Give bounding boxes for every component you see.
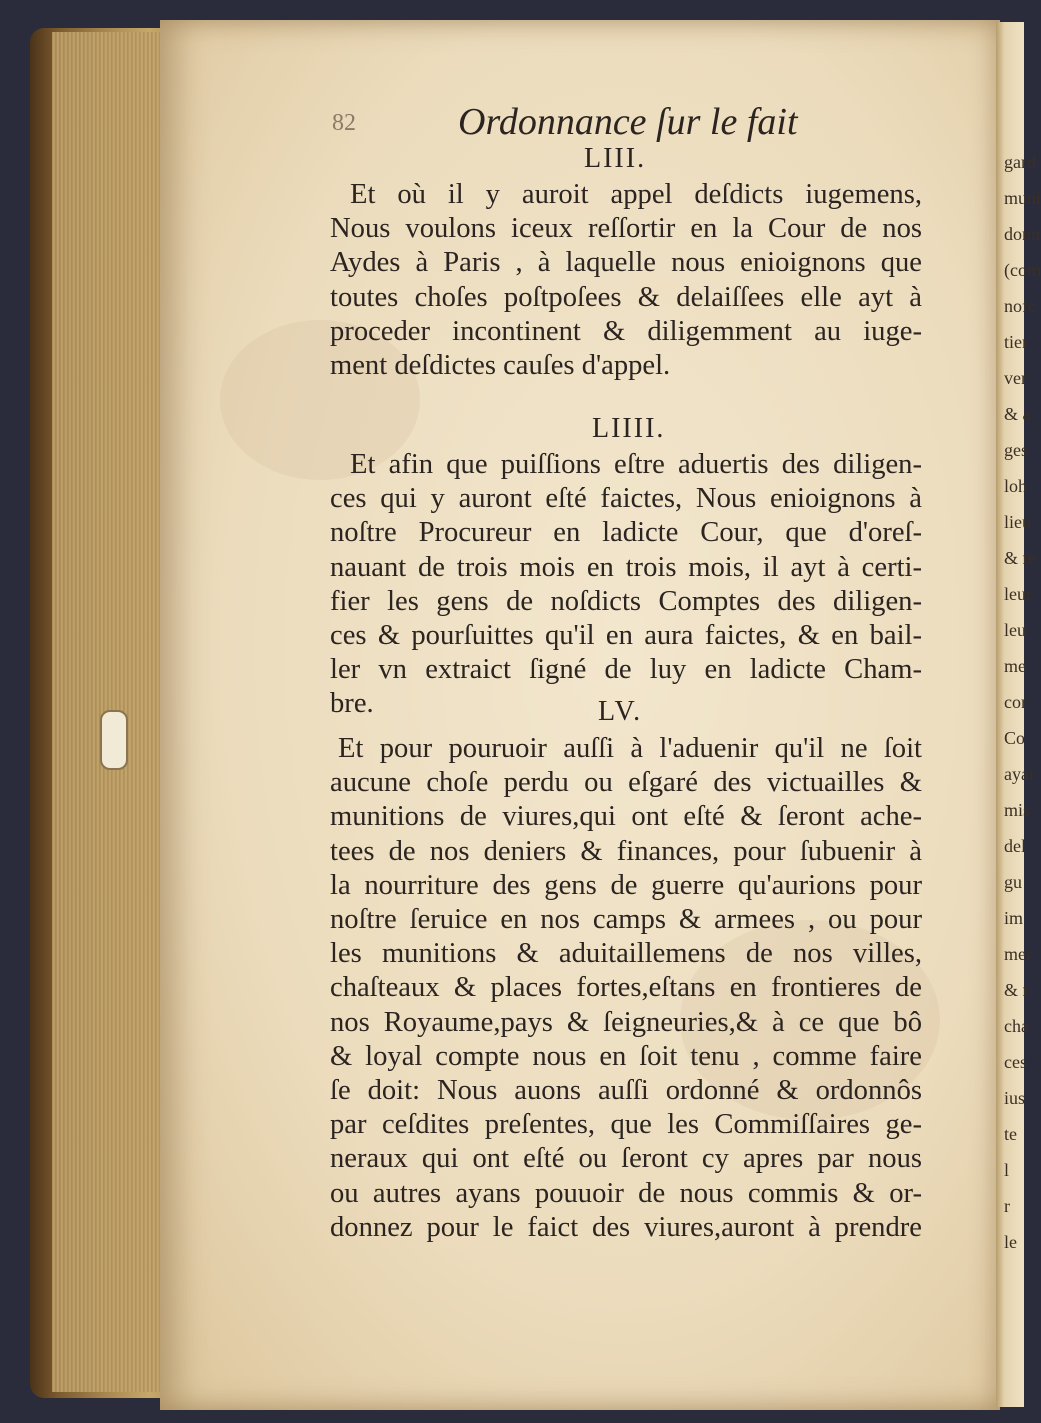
text-line: chaſteaux & places fortes,eſtans en frontieres de: [330, 972, 922, 1004]
facing-page-fragment: nofc: [1004, 296, 1036, 316]
section-heading: LV.: [598, 696, 643, 727]
facing-page-fragment: tier: [1004, 332, 1028, 352]
facing-page-fragment: del: [1004, 836, 1026, 856]
facing-page-fragment: cor: [1004, 692, 1027, 712]
text-line: ces & pourſuittes qu'il en aura faictes, & en bail-: [330, 620, 922, 651]
running-head: [332, 100, 832, 154]
facing-page-fragment: te: [1004, 1124, 1017, 1144]
running-title: Ordonnance ſur le fait: [458, 101, 798, 143]
text-line: proceder incontinent & diligemment au iuge-: [330, 315, 922, 347]
text-line: les munitions & aduitaillemens de nos villes,: [330, 938, 922, 970]
text-line: noſtre Procureur en ladicte Cour, que d'oreſ-: [330, 517, 922, 549]
facing-page-fragment: gard: [1004, 152, 1036, 172]
text-line: donnez pour le faict des viures,auront à prendre: [330, 1211, 922, 1243]
facing-page-fragment: mer: [1004, 944, 1032, 964]
text-line: ſe doit: Nous auons auſſi ordonné & ordonnôs: [330, 1075, 922, 1106]
facing-page-fragment: ius: [1004, 1088, 1026, 1108]
facing-page-fragment: me: [1004, 656, 1026, 676]
text-line: & loyal compte nous en ſoit tenu , comme faire: [330, 1040, 922, 1072]
facing-page-fragment: mis: [1004, 800, 1031, 820]
text-line: Nous voulons iceux reſſortir en la Cour de nos: [330, 213, 922, 245]
facing-page-fragment: ver: [1004, 368, 1027, 388]
facing-page-fragment: & re: [1004, 548, 1037, 568]
section-heading: LIII.: [584, 143, 647, 174]
facing-page-fragment: ces: [1004, 1052, 1027, 1072]
page-number: 82: [332, 110, 356, 136]
text-line: noſtre ſeruice en nos camps & armees , ou pour: [330, 904, 922, 935]
text-line: ces qui y auront eſté faictes, Nous enioignons à: [330, 483, 922, 515]
text-line: bre.: [330, 688, 374, 720]
text-line: Et afin que puiſſions eſtre aduertis des diligen-: [350, 449, 922, 480]
facing-page-edge: [996, 22, 1041, 1407]
facing-page-fragment: (com: [1004, 260, 1041, 280]
facing-page-fragment: lieu: [1004, 512, 1031, 532]
text-line: munitions de viures,qui ont eſté & ſeront ache-: [330, 801, 922, 833]
text-line: la nourriture des gens de guerre qu'aurions pour: [330, 869, 922, 901]
text-line: Et pour pouruoir auſſi à l'aduenir qu'il ne ſoit: [338, 733, 922, 764]
text-line: aucune choſe perdu ou eſgaré des victuailles &: [330, 767, 922, 799]
text-line: par ceſdites preſentes, que les Commiſſaires ge-: [330, 1109, 922, 1141]
text-line: fier les gens de noſdicts Comptes des diligen-: [330, 585, 922, 617]
section-heading: LIIII.: [592, 413, 666, 444]
facing-page-fragment: & a: [1004, 404, 1031, 424]
facing-page-fragment: r: [1004, 1196, 1010, 1216]
facing-page-fragment: Co: [1004, 728, 1026, 748]
facing-page-fragment: im: [1004, 908, 1024, 928]
facing-page-fragment: cha: [1004, 1016, 1029, 1036]
facing-page-fragment: gu: [1004, 872, 1022, 892]
text-line: tees de nos deniers & finances, pour ſubuenir à: [330, 835, 922, 867]
facing-page-fragment: ges: [1004, 440, 1028, 460]
facing-page-fragment: ayar: [1004, 764, 1035, 784]
facing-page-fragment: muni: [1004, 188, 1041, 208]
facing-page-fragment: leur: [1004, 584, 1032, 604]
text-line: nauant de trois mois en trois mois, il ayt à certi-: [330, 551, 922, 583]
facing-page-fragment: l: [1004, 1160, 1010, 1180]
text-line: toutes choſes poſtpoſees & delaiſſees elle ayt à: [330, 281, 922, 313]
text-line: neraux qui ont eſté ou ſeront cy apres par nous: [330, 1143, 922, 1175]
facing-page-fragment: donn: [1004, 224, 1040, 244]
text-line: Et où il y auroit appel deſdicts iugemens,: [350, 179, 922, 210]
facing-page-fragment: loh: [1004, 476, 1028, 496]
text-line: ler vn extraict ſigné de luy en ladicte Cham-: [330, 654, 922, 686]
facing-page-fragment: leu: [1004, 620, 1026, 640]
text-line: ment deſdictes cauſes d'appel.: [330, 350, 671, 381]
facing-page-fragment: le: [1004, 1232, 1017, 1252]
text-line: nos Royaume,pays & ſeigneuries,& à ce que bô: [330, 1006, 922, 1038]
book-clasp: [100, 710, 128, 770]
text-line: Aydes à Paris , à laquelle nous enioignons que: [330, 247, 922, 279]
facing-page-fragment: & r: [1004, 980, 1029, 1000]
text-line: ou autres ayans pouuoir de nous commis & or-: [330, 1177, 922, 1209]
